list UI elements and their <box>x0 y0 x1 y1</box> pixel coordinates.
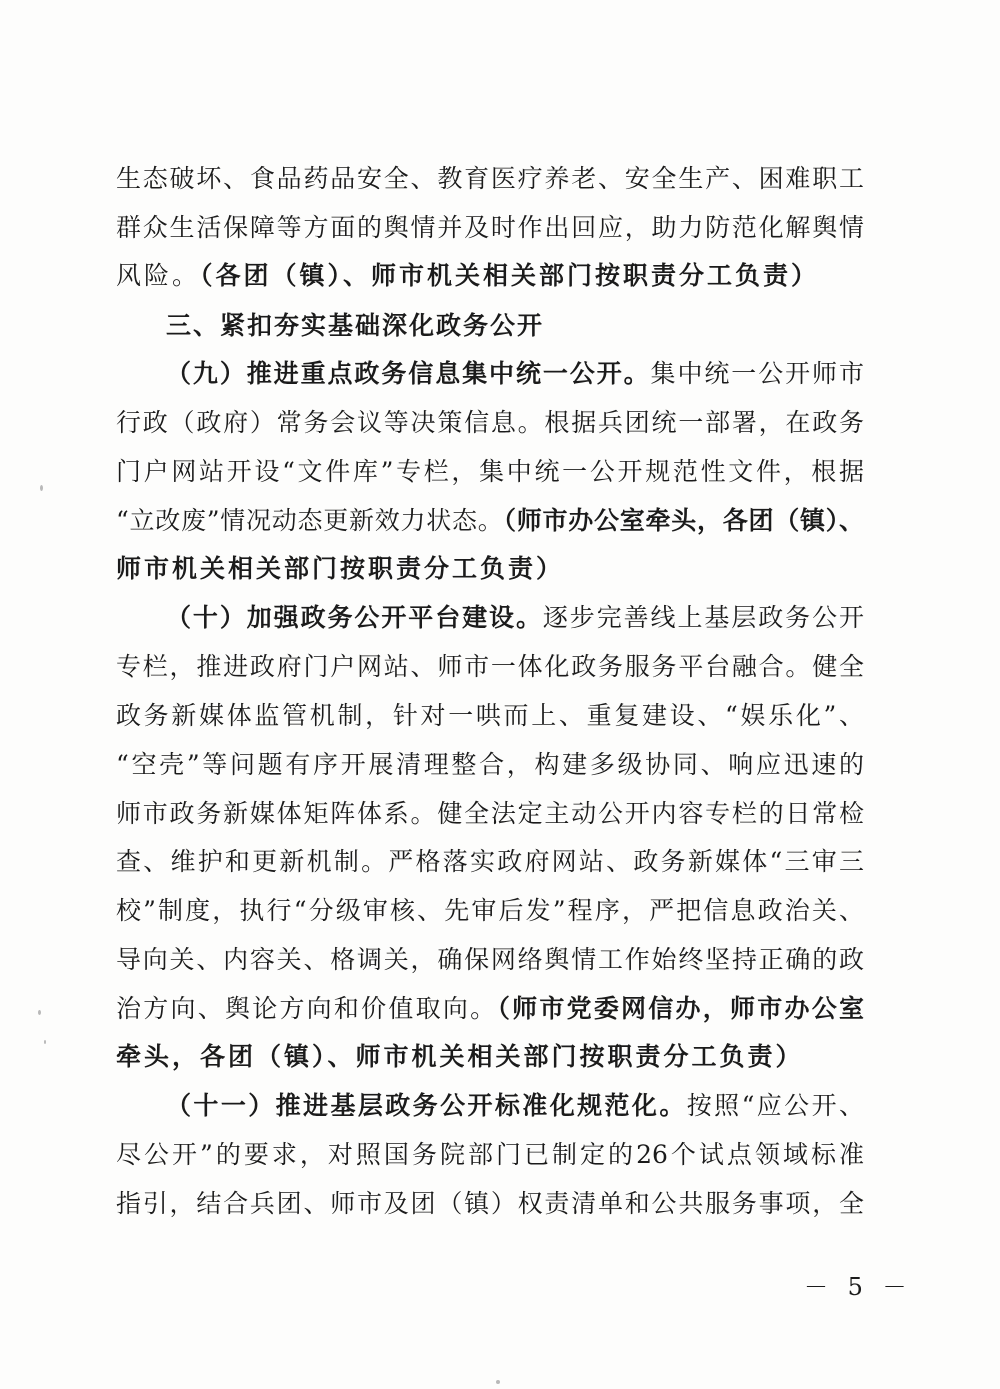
scan-speck <box>496 1380 500 1384</box>
body-line <box>116 496 864 545</box>
body-line: 门户网站开设“文件库”专栏，集中统一公开规范性文件，根据 <box>116 457 864 486</box>
responsibility-note: 师市机关相关部门按职责分工负责） <box>116 554 565 583</box>
body-line <box>116 251 864 300</box>
body-text: 集中统一公开师市 <box>650 359 864 388</box>
responsibility-note: （师市党委网信办，师市办公室 <box>497 994 864 1023</box>
body-line <box>166 1081 864 1130</box>
body-line <box>166 593 864 642</box>
responsibility-note: 牵头，各团（镇）、师市机关相关部门按职责分工负责） <box>116 1042 804 1071</box>
section-heading: 三、紧扣夯实基础深化政务公开 <box>166 311 545 340</box>
body-line <box>116 984 864 1033</box>
scan-speck <box>44 1040 46 1044</box>
body-line: 查、维护和更新机制。严格落实政府网站、政务新媒体“三审三 <box>116 847 864 876</box>
body-line: “空壳”等问题有序开展清理整合，构建多级协同、响应迅速的 <box>116 750 864 779</box>
scan-speck <box>40 485 43 491</box>
body-line: 校”制度，执行“分级审核、先审后发”程序，严把信息政治关、 <box>116 896 864 925</box>
body-line: 导向关、内容关、格调关，确保网络舆情工作始终坚持正确的政 <box>116 945 864 974</box>
body-line: 指引，结合兵团、师市及团（镇）权责清单和公共服务事项，全 <box>116 1189 864 1218</box>
responsibility-note: （师市办公室牵头，各团（镇）、 <box>503 506 864 535</box>
item-lead-9: （九）推进重点政务信息集中统一公开。 <box>166 359 651 388</box>
body-line: 师市政务新媒体矩阵体系。健全法定主动公开内容专栏的日常检 <box>116 799 864 828</box>
body-text: 逐步完善线上基层政务公开 <box>542 603 864 632</box>
body-line: 生态破坏、食品药品安全、教育医疗养老、安全生产、困难职工 <box>116 164 864 193</box>
body-text: 按照“应公开、 <box>686 1091 864 1120</box>
page-number: － 5 － <box>804 1273 913 1301</box>
body-text: 治方向、舆论方向和价值取向。 <box>116 994 498 1023</box>
item-lead-11: （十一）推进基层政务公开标准化规范化。 <box>166 1091 687 1120</box>
body-text: “立改废”情况动态更新效力状态。 <box>116 506 504 535</box>
responsibility-note: （各团（镇）、师市机关相关部门按职责分工负责） <box>200 261 820 290</box>
body-line: 群众生活保障等方面的舆情并及时作出回应，助力防范化解舆情 <box>116 213 864 242</box>
body-line: 尽公开”的要求，对照国务院部门已制定的26个试点领域标准 <box>116 1140 864 1169</box>
body-line <box>166 349 864 398</box>
body-line: 专栏，推进政府门户网站、师市一体化政务服务平台融合。健全 <box>116 652 864 681</box>
body-line: 行政（政府）常务会议等决策信息。根据兵团统一部署，在政务 <box>116 408 864 437</box>
scan-speck <box>38 1010 41 1015</box>
body-text: 风险。 <box>116 261 201 290</box>
body-line: 政务新媒体监管机制，针对一哄而上、重复建设、“娱乐化”、 <box>116 701 864 730</box>
item-lead-10: （十）加强政务公开平台建设。 <box>166 603 543 632</box>
